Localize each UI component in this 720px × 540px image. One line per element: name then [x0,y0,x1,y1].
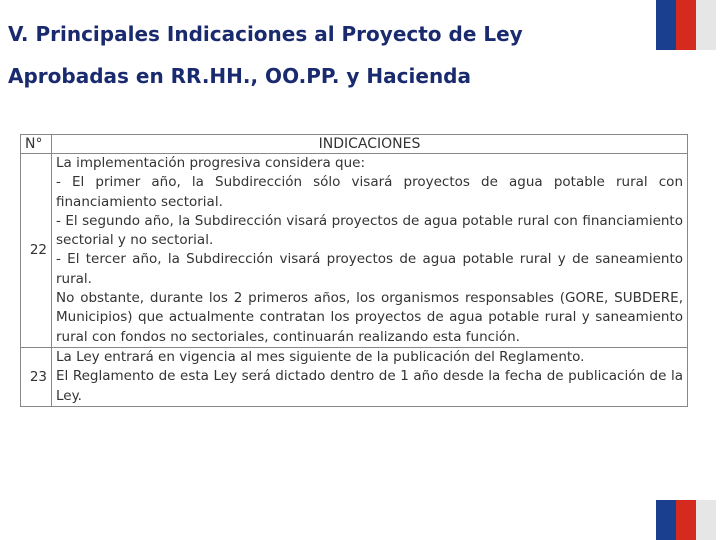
row-indication-text [52,347,688,406]
chile-flag-logo-top [656,0,716,50]
indication-line: - El segundo año, la Subdirección visará proyectos de agua potable rural con financiamiento sectorial y no sectorial. [56,212,683,249]
indication-line: No obstante, durante los 2 primeros años, los organismos responsables (GORE, SUBDERE, Municipios) que actualmente contratan los proyectos de agua potable rural y saneamiento rural con fondos no sectoriales, continuarán realizando esta función. [56,290,683,345]
header-number: N° [21,135,52,154]
table-row [21,154,688,348]
row-number: 23 [21,347,52,406]
slide-title-line-2: Aprobadas en RR.HH., OO.PP. y Hacienda [8,64,471,88]
indication-line: La implementación progresiva considera que: [56,155,366,171]
indication-line: - El tercer año, la Subdirección visará proyectos de agua potable rural y de saneamiento rural. [56,251,683,287]
header-indications: INDICACIONES [52,135,688,154]
indication-line: La Ley entrará en vigencia al mes siguiente de la publicación del Reglamento. [56,348,585,365]
indication-line: El Reglamento de esta Ley será dictado dentro de 1 año desde la fecha de publicación de la Ley. [56,368,683,404]
row-indication-text [52,154,688,348]
indication-line: - El primer año, la Subdirección sólo visará proyectos de agua potable rural con financiamiento sectorial. [56,174,683,210]
slide-title-line-1: V. Principales Indicaciones al Proyecto de Ley [8,22,523,46]
table-row [21,347,688,406]
chile-flag-logo-bottom [656,500,716,540]
table-header-row [21,135,688,154]
indications-table [20,134,688,407]
row-number: 22 [21,154,52,348]
